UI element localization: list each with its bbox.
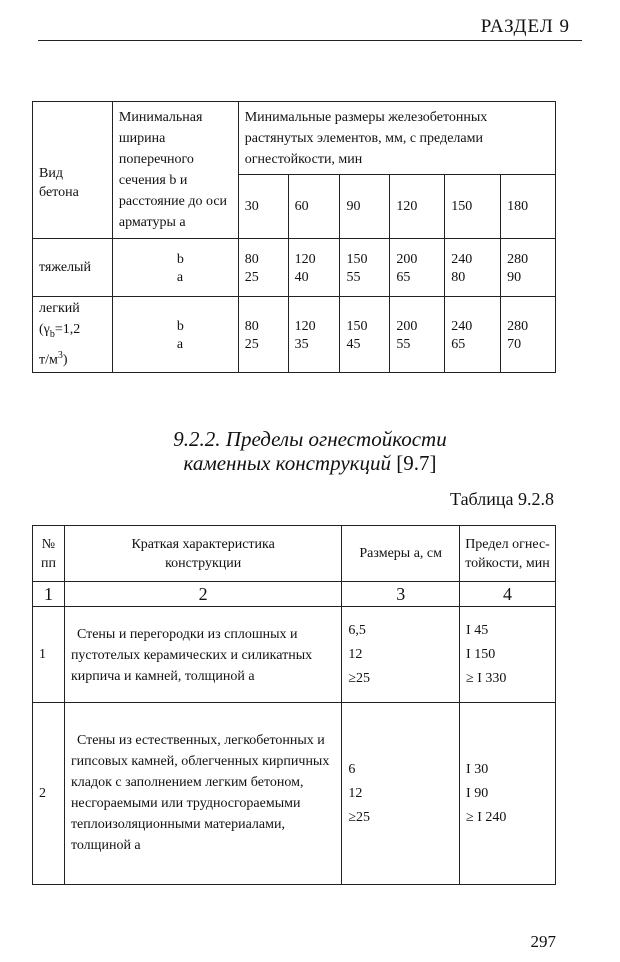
row-sizes: 6,5 12 ≥25 [342,607,460,703]
value-cell: 80 25 [238,297,288,373]
fire-limit-cell: 90 [340,175,390,239]
fire-limit-cell: 30 [238,175,288,239]
concrete-type-heavy: тяжелый [33,239,113,297]
row-number: 1 [33,607,65,703]
table-caption: Таблица 9.2.8 [450,489,554,509]
value-cell: 80 25 [238,239,288,297]
value-cell: 120 35 [288,297,340,373]
header-size: Размеры a, см [342,526,460,582]
header-concrete-type: Вид бетона [33,102,113,239]
row-description: Стены из естественных, легкобетонных и гипсовых камней, облегченных кирпичных кладок с заполнением легким бетоном, несгораемыми или трудносгораемыми теплоизоляционными материалами, толщиной a [64,703,341,885]
param-cell: b a [112,297,238,373]
table-row [33,703,556,885]
header-divider [38,40,582,41]
column-number: 1 [33,582,65,607]
header-limit: Предел огнес-тойкости, мин [460,526,556,582]
header-min-width: Минимальная ширина поперечного сечения b и расстояние до оси арматуры a [112,102,238,239]
page-number: 297 [530,932,556,951]
header-min-sizes: Минимальные размеры железобетонных растянутых элементов, мм, с пределами огнестойкости, мин [238,102,555,175]
row-limits: I 45 I 150 ≥ I 330 [460,607,556,703]
value-cell: 240 65 [445,297,501,373]
fire-limit-cell: 180 [501,175,556,239]
value-cell: 150 45 [340,297,390,373]
row-limits: I 30 I 90 ≥ I 240 [460,703,556,885]
value-cell: 200 65 [390,239,445,297]
value-cell: 280 90 [501,239,556,297]
row-number: 2 [33,703,65,885]
value-cell: 120 40 [288,239,340,297]
reference: [9.7] [396,451,437,475]
table-row [33,607,556,703]
header-description: Краткая характеристика конструкции [64,526,341,582]
row-description: Стены и перегородки из сплошных и пустотелых керамических и силикатных кирпича и камней, толщиной a [64,607,341,703]
section-header: РАЗДЕЛ 9 [480,16,570,37]
table-row [33,239,556,297]
section-heading: 9.2.2. Пределы огнестойкости каменных конструкций [9.7] [173,427,447,475]
value-cell: 200 55 [390,297,445,373]
value-cell: 150 55 [340,239,390,297]
fire-limit-cell: 150 [445,175,501,239]
param-cell: b a [112,239,238,297]
fire-limit-cell: 120 [390,175,445,239]
header-num: № пп [33,526,65,582]
concrete-type-light: легкий ($\gamma_b=1,2$ $т/м^3$) [33,297,113,373]
masonry-fire-table [32,525,556,885]
column-number: 4 [460,582,556,607]
concrete-sizes-table [32,101,556,373]
fire-limit-cell: 60 [288,175,340,239]
row-sizes: 6 12 ≥25 [342,703,460,885]
column-number: 3 [342,582,460,607]
column-number: 2 [64,582,341,607]
value-cell: 240 80 [445,239,501,297]
value-cell: 280 70 [501,297,556,373]
table-row [33,297,556,373]
